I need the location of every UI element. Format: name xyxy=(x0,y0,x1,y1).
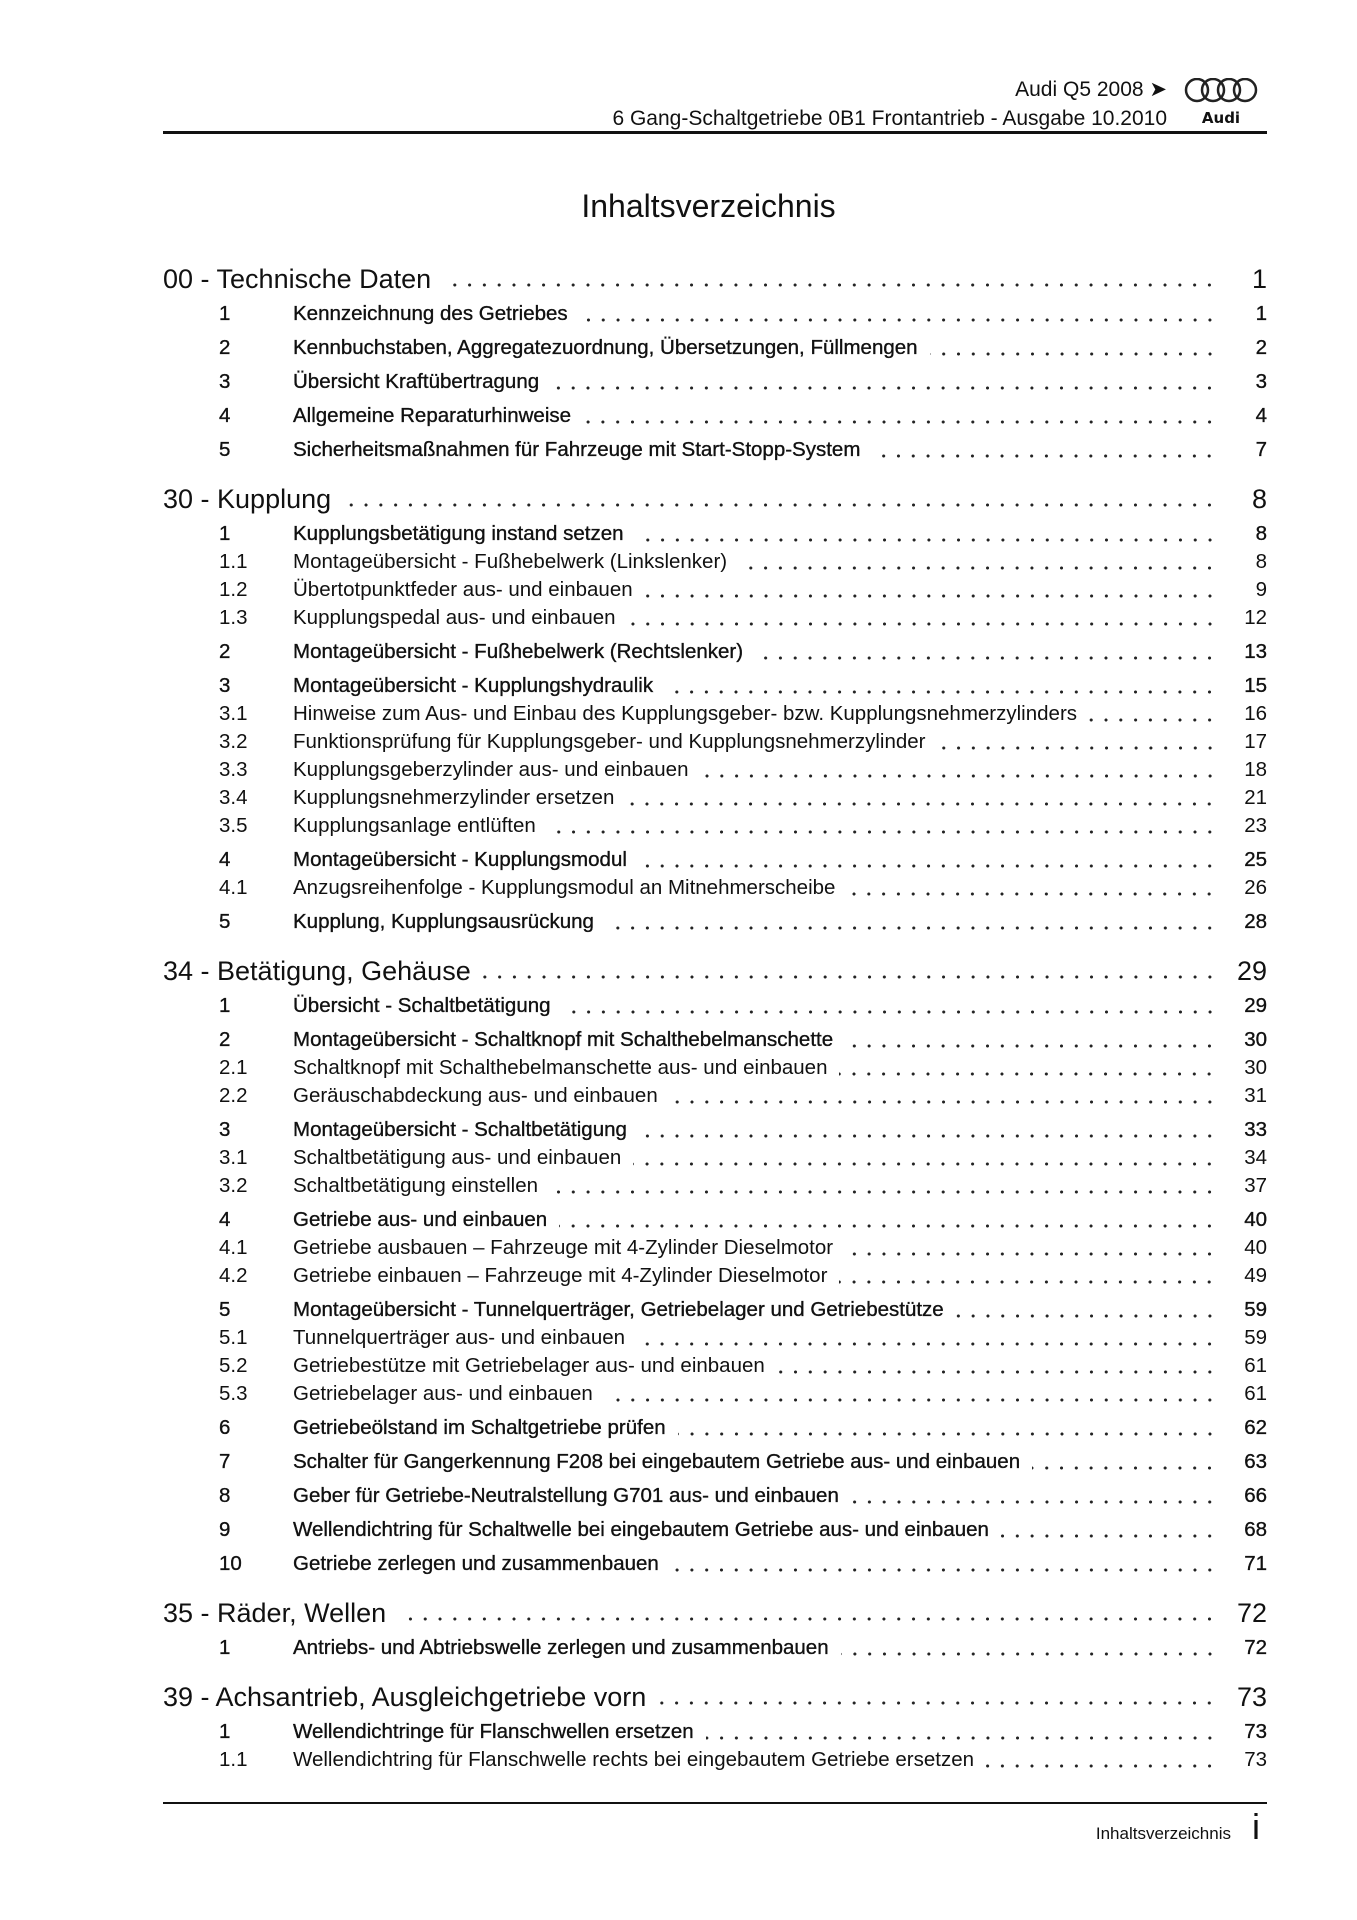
page-number: 1 xyxy=(1255,302,1267,325)
entry-title: Montageübersicht - Fußhebelwerk (Rechtslenker) xyxy=(293,640,744,663)
entry-number: 3 xyxy=(219,674,231,697)
dot-leader xyxy=(559,1224,1217,1228)
entry-title: Wellendichtringe für Flanschwellen ersetzen xyxy=(293,1720,694,1743)
page-number: 63 xyxy=(1244,1450,1267,1473)
entry-title: Kupplungsgeberzylinder aus- und einbauen xyxy=(293,758,689,781)
entry-number: 7 xyxy=(219,1450,231,1473)
entry-number: 9 xyxy=(219,1518,231,1541)
page-number: 30 xyxy=(1244,1028,1267,1051)
toc-entry[interactable] xyxy=(163,1054,1267,1082)
page-number: 61 xyxy=(1244,1354,1267,1377)
entry-title: Geräuschabdeckung aus- und einbauen xyxy=(293,1084,658,1107)
dot-leader xyxy=(845,1044,1217,1048)
entry-number: 4.1 xyxy=(219,876,248,899)
page-number: 25 xyxy=(1244,848,1267,871)
dot-leader xyxy=(777,1370,1217,1374)
toc-entry[interactable] xyxy=(163,1116,1267,1144)
entry-title: Kupplungsanlage entlüften xyxy=(293,814,536,837)
entry-number: 2.2 xyxy=(219,1084,248,1107)
header-model: Audi Q5 2008 ➤ xyxy=(1015,78,1167,101)
dot-leader xyxy=(606,926,1217,930)
page-number: 30 xyxy=(1244,1056,1267,1079)
toc-chapter[interactable] xyxy=(163,1682,1267,1712)
entry-title: Anzugsreihenfolge - Kupplungsmodul an Mitnehmerscheibe xyxy=(293,876,836,899)
page-number: 13 xyxy=(1244,640,1267,663)
dot-leader xyxy=(628,622,1217,626)
dot-leader xyxy=(839,1072,1217,1076)
toc-entry[interactable] xyxy=(163,1550,1267,1578)
chapter-title: 35 - Räder, Wellen xyxy=(163,1598,387,1628)
page-number: 59 xyxy=(1244,1326,1267,1349)
entry-number: 5 xyxy=(219,1298,231,1321)
entry-title: Wellendichtring für Flanschwelle rechts bei eingebautem Getriebe ersetzen xyxy=(293,1748,975,1771)
toc-entry[interactable] xyxy=(163,1324,1267,1352)
entry-number: 5.2 xyxy=(219,1354,248,1377)
page-number: 4 xyxy=(1255,404,1267,427)
entry-title: Getriebe einbauen – Fahrzeuge mit 4-Zylinder Dieselmotor xyxy=(293,1264,828,1287)
toc-entry[interactable] xyxy=(163,548,1267,576)
entry-title: Kennbuchstaben, Aggregatezuordnung, Übersetzungen, Füllmengen xyxy=(293,336,918,359)
entry-number: 2 xyxy=(219,336,231,359)
toc-entry[interactable] xyxy=(163,1448,1267,1476)
page-number: 1 xyxy=(1251,264,1267,294)
toc-entry[interactable] xyxy=(163,1234,1267,1262)
page-number: 12 xyxy=(1244,606,1267,629)
entry-title: Sicherheitsmaßnahmen für Fahrzeuge mit Start-Stopp-System xyxy=(293,438,861,461)
toc-entry[interactable] xyxy=(163,368,1267,396)
entry-title: Tunnelquerträger aus- und einbauen xyxy=(293,1326,626,1349)
page-number: 34 xyxy=(1244,1146,1267,1169)
entry-number: 3.1 xyxy=(219,702,248,725)
toc-entry[interactable] xyxy=(163,992,1267,1020)
entry-title: Übersicht Kraftübertragung xyxy=(293,370,540,393)
toc-entry[interactable] xyxy=(163,520,1267,548)
page-number: 3 xyxy=(1255,370,1267,393)
entry-number: 4 xyxy=(219,404,231,427)
entry-title: Getriebeölstand im Schaltgetriebe prüfen xyxy=(293,1416,666,1439)
dot-leader xyxy=(701,774,1218,778)
entry-title: Montageübersicht - Schaltknopf mit Schalthebelmanschette xyxy=(293,1028,834,1051)
page-number: 16 xyxy=(1244,702,1267,725)
dot-leader xyxy=(938,746,1218,750)
entry-title: Funktionsprüfung für Kupplungsgeber- und Kupplungsnehmerzylinder xyxy=(293,730,926,753)
entry-number: 10 xyxy=(219,1552,242,1575)
dot-leader xyxy=(658,1701,1217,1705)
entry-title: Kupplungsbetätigung instand setzen xyxy=(293,522,624,545)
page-number: 62 xyxy=(1244,1416,1267,1439)
entry-title: Übertotpunktfeder aus- und einbauen xyxy=(293,578,633,601)
page-number: 8 xyxy=(1251,484,1267,514)
page-number: 49 xyxy=(1244,1264,1267,1287)
entry-number: 5.1 xyxy=(219,1326,248,1349)
audi-logo xyxy=(1183,78,1263,128)
entry-number: 3.4 xyxy=(219,786,248,809)
entry-title: Kennzeichnung des Getriebes xyxy=(293,302,568,325)
page-number: 73 xyxy=(1244,1748,1267,1771)
entry-number: 4 xyxy=(219,848,231,871)
toc-chapter[interactable] xyxy=(163,484,1267,514)
svg-text:Audi: Audi xyxy=(1201,109,1241,127)
entry-number: 1 xyxy=(219,302,231,325)
entry-number: 1 xyxy=(219,994,231,1017)
entry-title: Getriebe ausbauen – Fahrzeuge mit 4-Zylinder Dieselmotor xyxy=(293,1236,834,1259)
page-number: 73 xyxy=(1244,1720,1267,1743)
chapter-title: 34 - Betätigung, Gehäuse xyxy=(163,956,471,986)
dot-leader xyxy=(665,690,1217,694)
dot-leader xyxy=(583,420,1217,424)
dot-leader xyxy=(930,352,1217,356)
entry-title: Getriebestütze mit Getriebelager aus- und einbauen xyxy=(293,1354,765,1377)
entry-title: Hinweise zum Aus- und Einbau des Kupplungsgeber- bzw. Kupplungsnehmerzylinders xyxy=(293,702,1078,725)
toc-chapter[interactable] xyxy=(163,1598,1267,1628)
dot-leader xyxy=(626,802,1217,806)
entry-number: 1 xyxy=(219,1720,231,1743)
dot-leader xyxy=(398,1617,1217,1621)
toc-entry[interactable] xyxy=(163,1414,1267,1442)
toc-chapter[interactable] xyxy=(163,956,1267,986)
header-rule xyxy=(163,131,1267,134)
page-number: 40 xyxy=(1244,1236,1267,1259)
entry-number: 4.2 xyxy=(219,1264,248,1287)
toc-entry[interactable] xyxy=(163,700,1267,728)
dot-leader xyxy=(1089,718,1217,722)
page-number: 29 xyxy=(1236,956,1267,986)
page-number: 23 xyxy=(1244,814,1267,837)
page-number: 37 xyxy=(1244,1174,1267,1197)
page-number: 66 xyxy=(1244,1484,1267,1507)
entry-title: Schaltbetätigung einstellen xyxy=(293,1174,539,1197)
dot-leader xyxy=(639,1134,1217,1138)
page-number: 28 xyxy=(1244,910,1267,933)
page-number: 8 xyxy=(1255,550,1267,573)
entry-number: 2.1 xyxy=(219,1056,248,1079)
entry-title: Übersicht - Schaltbetätigung xyxy=(293,994,551,1017)
entry-number: 1.1 xyxy=(219,1748,248,1771)
entry-title: Kupplung, Kupplungsausrückung xyxy=(293,910,594,933)
entry-number: 8 xyxy=(219,1484,231,1507)
entry-number: 2 xyxy=(219,640,231,663)
entry-title: Antriebs- und Abtriebswelle zerlegen und zusammenbauen xyxy=(293,1636,829,1659)
entry-number: 6 xyxy=(219,1416,231,1439)
entry-title: Schaltknopf mit Schalthebelmanschette aus- und einbauen xyxy=(293,1056,828,1079)
toc-entry[interactable] xyxy=(163,1026,1267,1054)
dot-leader xyxy=(580,318,1217,322)
toc-entry[interactable] xyxy=(163,436,1267,464)
chapter-title: 39 - Achsantrieb, Ausgleichgetriebe vorn xyxy=(163,1682,647,1712)
entry-number: 3 xyxy=(219,370,231,393)
dot-leader xyxy=(841,1652,1217,1656)
page-number: 68 xyxy=(1244,1518,1267,1541)
dot-leader xyxy=(636,538,1217,542)
entry-title: Kupplungspedal aus- und einbauen xyxy=(293,606,616,629)
entry-title: Geber für Getriebe-Neutralstellung G701 aus- und einbauen xyxy=(293,1484,839,1507)
toc-entry[interactable] xyxy=(163,1482,1267,1510)
dot-leader xyxy=(839,1280,1217,1284)
toc-entry[interactable] xyxy=(163,1516,1267,1544)
page-title: Inhaltsverzeichnis xyxy=(581,188,836,224)
dot-leader xyxy=(343,503,1217,507)
dot-leader xyxy=(956,1314,1217,1318)
page-number: 59 xyxy=(1244,1298,1267,1321)
table-of-contents xyxy=(163,264,1267,1774)
dot-leader xyxy=(671,1568,1217,1572)
toc-entry[interactable] xyxy=(163,1172,1267,1200)
page-number: 31 xyxy=(1244,1084,1267,1107)
dot-leader xyxy=(706,1736,1217,1740)
entry-title: Getriebe zerlegen und zusammenbauen xyxy=(293,1552,659,1575)
dot-leader xyxy=(1032,1466,1217,1470)
entry-title: Montageübersicht - Kupplungshydraulik xyxy=(293,674,654,697)
toc-entry[interactable] xyxy=(163,576,1267,604)
dot-leader xyxy=(845,1252,1217,1256)
entry-number: 2 xyxy=(219,1028,231,1051)
entry-number: 4 xyxy=(219,1208,231,1231)
toc-chapter[interactable] xyxy=(163,264,1267,294)
entry-number: 1 xyxy=(219,522,231,545)
page-number: 15 xyxy=(1244,674,1267,697)
dot-leader xyxy=(872,454,1217,458)
dot-leader xyxy=(739,566,1217,570)
page-number: 17 xyxy=(1244,730,1267,753)
dot-leader xyxy=(639,864,1217,868)
entry-number: 1.1 xyxy=(219,550,248,573)
toc-entry[interactable] xyxy=(163,1718,1267,1746)
toc-entry[interactable] xyxy=(163,1144,1267,1172)
page-number: 33 xyxy=(1244,1118,1267,1141)
toc-entry[interactable] xyxy=(163,1296,1267,1324)
toc-entry[interactable] xyxy=(163,604,1267,632)
page-number: 61 xyxy=(1244,1382,1267,1405)
dot-leader xyxy=(550,1190,1217,1194)
entry-number: 1 xyxy=(219,1636,231,1659)
entry-number: 5.3 xyxy=(219,1382,248,1405)
entry-number: 3 xyxy=(219,1118,231,1141)
toc-entry[interactable] xyxy=(163,1262,1267,1290)
toc-entry[interactable] xyxy=(163,672,1267,700)
toc-entry[interactable] xyxy=(163,812,1267,840)
page-number: 40 xyxy=(1244,1208,1267,1231)
dot-leader xyxy=(755,656,1217,660)
entry-number: 5 xyxy=(219,910,231,933)
entry-title: Schaltbetätigung aus- und einbauen xyxy=(293,1146,622,1169)
toc-entry[interactable] xyxy=(163,1206,1267,1234)
page-number: 73 xyxy=(1236,1682,1267,1712)
page-number: 71 xyxy=(1244,1552,1267,1575)
dot-leader xyxy=(678,1432,1217,1436)
dot-leader xyxy=(548,830,1217,834)
toc-entry[interactable] xyxy=(163,756,1267,784)
footer-rule xyxy=(163,1802,1267,1804)
toc-entry[interactable] xyxy=(163,300,1267,328)
chapter-title: 30 - Kupplung xyxy=(163,484,332,514)
toc-entry[interactable] xyxy=(163,1380,1267,1408)
chapter-title: 00 - Technische Daten xyxy=(163,264,432,294)
page-number: 9 xyxy=(1255,578,1267,601)
entry-number: 3.3 xyxy=(219,758,248,781)
page-number: 8 xyxy=(1255,522,1267,545)
footer-label: Inhaltsverzeichnis xyxy=(1095,1824,1231,1843)
page-number: 26 xyxy=(1244,876,1267,899)
entry-title: Schalter für Gangerkennung F208 bei eingebautem Getriebe aus- und einbauen xyxy=(293,1450,1021,1473)
entry-number: 4.1 xyxy=(219,1236,248,1259)
toc-entry[interactable] xyxy=(163,1352,1267,1380)
entry-number: 3.5 xyxy=(219,814,248,837)
dot-leader xyxy=(551,386,1217,390)
entry-title: Montageübersicht - Fußhebelwerk (Linkslenker) xyxy=(293,550,728,573)
page-number: 72 xyxy=(1244,1636,1267,1659)
dot-leader xyxy=(443,283,1217,287)
footer-page-number: i xyxy=(1252,1806,1260,1847)
toc-entry[interactable] xyxy=(163,846,1267,874)
entry-number: 3.2 xyxy=(219,730,248,753)
entry-title: Getriebelager aus- und einbauen xyxy=(293,1382,593,1405)
toc-entry[interactable] xyxy=(163,874,1267,902)
page-number: 21 xyxy=(1244,786,1267,809)
page-number: 18 xyxy=(1244,758,1267,781)
toc-entry[interactable] xyxy=(163,784,1267,812)
toc-entry[interactable] xyxy=(163,908,1267,936)
dot-leader xyxy=(637,1342,1217,1346)
page-number: 2 xyxy=(1255,336,1267,359)
page-number: 72 xyxy=(1236,1598,1267,1628)
toc-entry[interactable] xyxy=(163,334,1267,362)
dot-leader xyxy=(1001,1534,1217,1538)
header-subtitle: 6 Gang-Schaltgetriebe 0B1 Frontantrieb - Ausgabe 10.2010 xyxy=(612,107,1167,130)
entry-number: 1.2 xyxy=(219,578,248,601)
toc-entry[interactable] xyxy=(163,402,1267,430)
dot-leader xyxy=(605,1398,1217,1402)
dot-leader xyxy=(645,594,1217,598)
entry-number: 1.3 xyxy=(219,606,248,629)
dot-leader xyxy=(670,1100,1217,1104)
entry-title: Montageübersicht - Kupplungsmodul xyxy=(293,848,627,871)
dot-leader xyxy=(633,1162,1217,1166)
page-number: 29 xyxy=(1244,994,1267,1017)
dot-leader xyxy=(851,1500,1217,1504)
entry-title: Montageübersicht - Tunnelquerträger, Getriebelager und Getriebestütze xyxy=(293,1298,944,1321)
entry-title: Kupplungsnehmerzylinder ersetzen xyxy=(293,786,615,809)
toc-entry[interactable] xyxy=(163,1634,1267,1662)
entry-number: 3.2 xyxy=(219,1174,248,1197)
toc-entry[interactable] xyxy=(163,1082,1267,1110)
entry-title: Getriebe aus- und einbauen xyxy=(293,1208,548,1231)
entry-title: Wellendichtring für Schaltwelle bei eingebautem Getriebe aus- und einbauen xyxy=(293,1518,989,1541)
entry-number: 5 xyxy=(219,438,231,461)
entry-title: Montageübersicht - Schaltbetätigung xyxy=(293,1118,627,1141)
dot-leader xyxy=(483,975,1217,979)
entry-title: Allgemeine Reparaturhinweise xyxy=(293,404,572,427)
page-number: 7 xyxy=(1255,438,1267,461)
toc-entry[interactable] xyxy=(163,728,1267,756)
entry-number: 3.1 xyxy=(219,1146,248,1169)
dot-leader xyxy=(986,1764,1217,1768)
toc-entry[interactable] xyxy=(163,638,1267,666)
dot-leader xyxy=(563,1010,1217,1014)
toc-entry[interactable] xyxy=(163,1746,1267,1774)
dot-leader xyxy=(847,892,1217,896)
